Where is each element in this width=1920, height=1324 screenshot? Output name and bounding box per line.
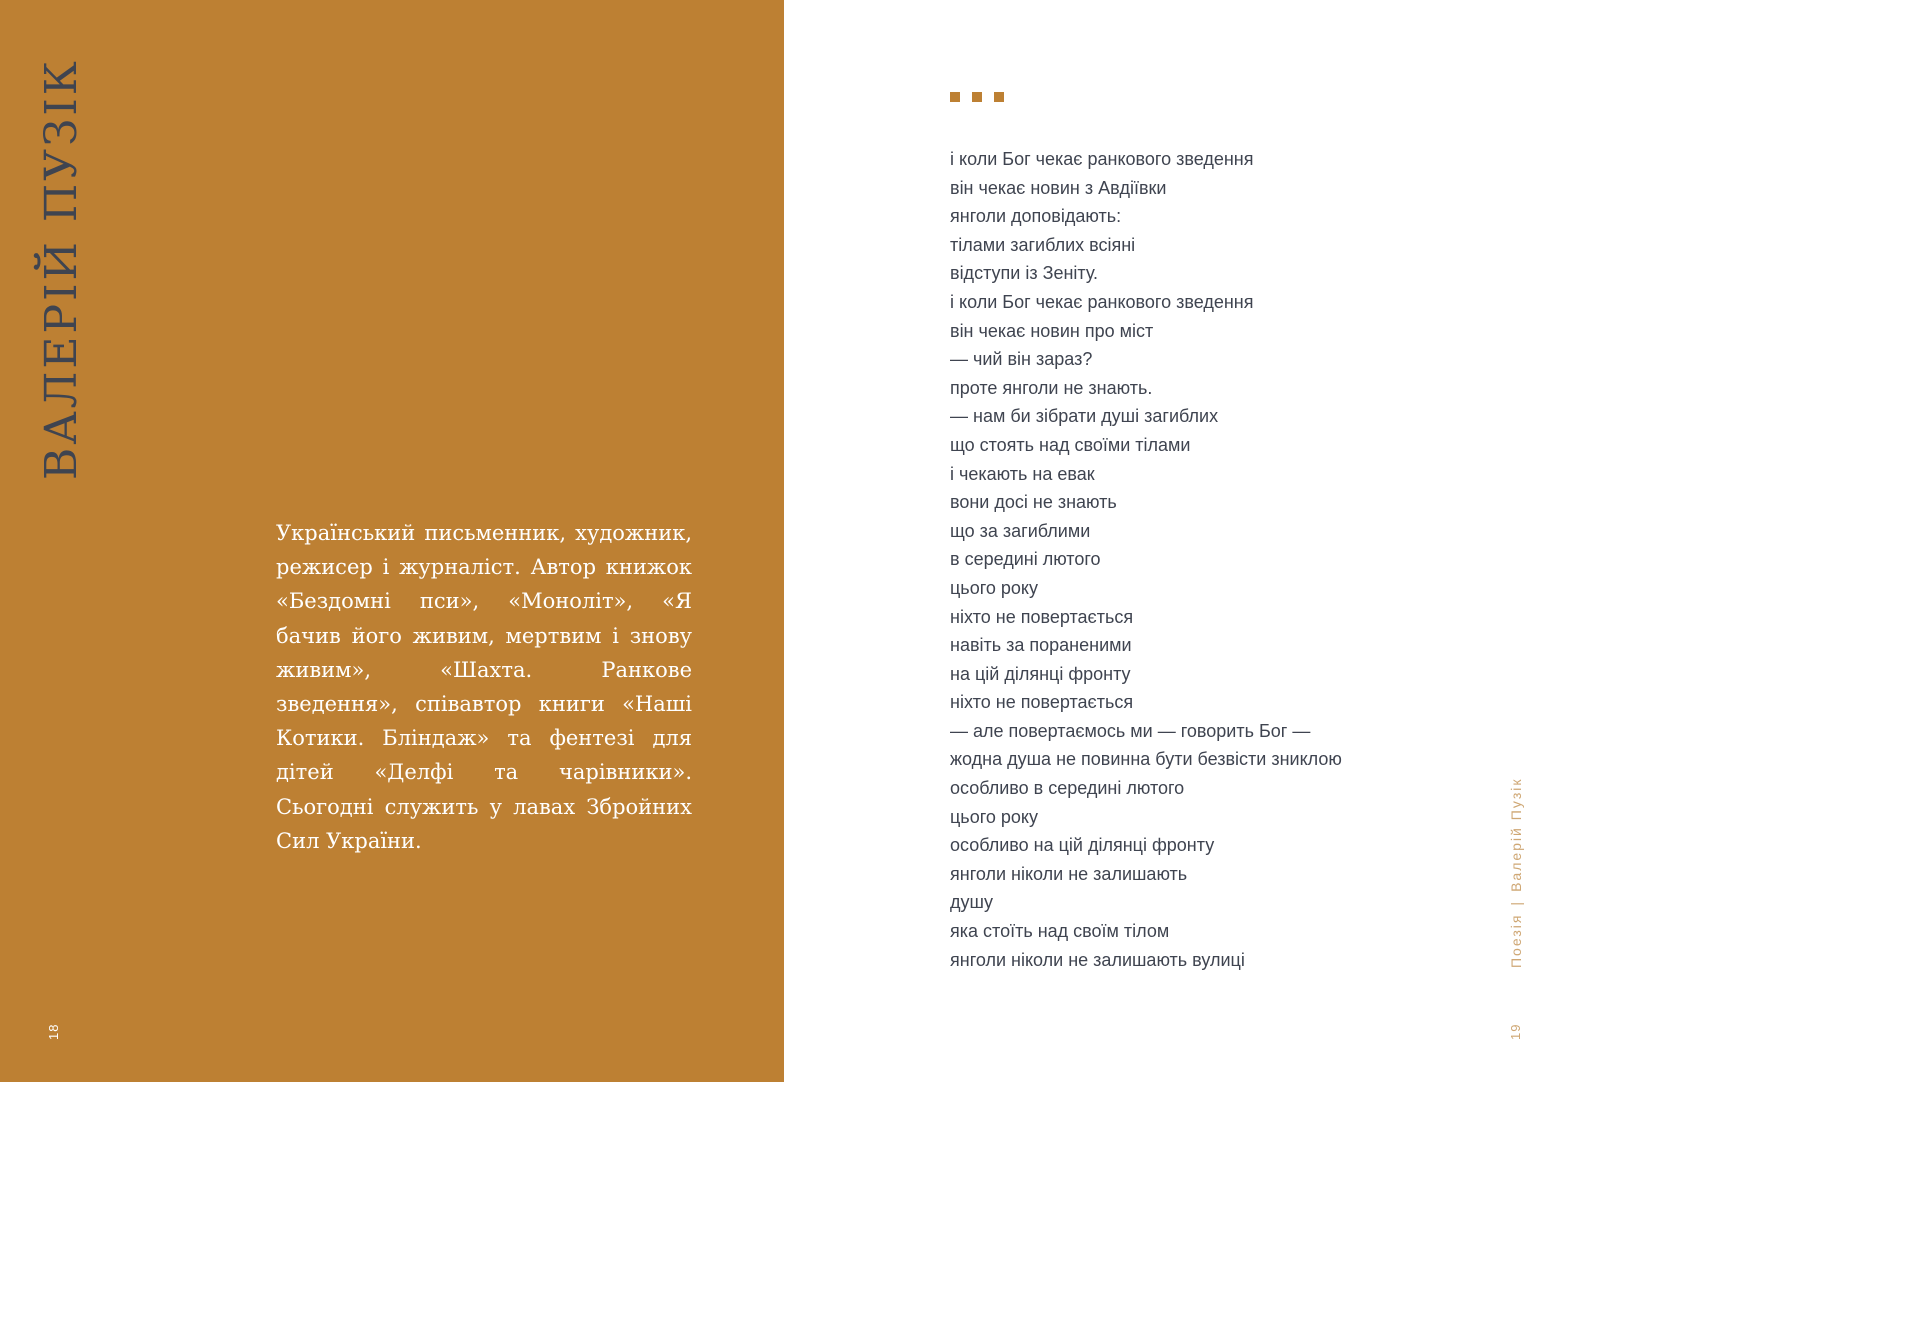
poem-line: яка стоїть над своїм тілом	[950, 921, 1170, 942]
poem-line: янголи ніколи не залишають	[950, 863, 1188, 884]
poem-line: що за загиблими	[950, 520, 1091, 541]
poem-line: душу	[950, 892, 993, 913]
poem-line: і коли Бог чекає ранкового зведення	[950, 291, 1254, 312]
ornament-dots	[950, 92, 1004, 102]
ornament-dot	[994, 92, 1004, 102]
poem-line: цього року	[950, 806, 1038, 827]
poem-line: тілами загиблих всіяні	[950, 234, 1136, 255]
ornament-dot	[972, 92, 982, 102]
page-number-left: 18	[46, 1023, 61, 1040]
running-head-author: Валерій Пузік	[1508, 777, 1524, 892]
author-name: ВАЛЕРІЙ ПУЗІК	[36, 58, 87, 480]
running-head	[1508, 778, 1524, 968]
ornament-dot	[950, 92, 960, 102]
poem-line: і чекають на евак	[950, 463, 1095, 484]
running-head-section: Поезія	[1508, 913, 1524, 968]
poem-line: — чий він зараз?	[950, 349, 1093, 370]
poem-line: що стоять над своїми тілами	[950, 434, 1191, 455]
poem-line: цього року	[950, 577, 1038, 598]
author-bio: Український письменник, художник, режисер і журналіст. Автор книжок «Бездомні пси», «Моноліт», «Я бачив його живим, мертвим і знову живим», «Шахта. Ранкове зведення», співавтор книги «Наші Котики. Бліндаж» та фентезі для дітей «Делфі та чарівники». Сьогодні служить у лавах Збройних Сил України.	[276, 521, 692, 853]
poem-line: — нам би зібрати душі загиблих	[950, 406, 1219, 427]
left-page	[0, 0, 784, 1082]
poem-line: особливо на цій ділянці фронту	[950, 835, 1215, 856]
poem-line: відступи із Зеніту.	[950, 263, 1099, 284]
poem-line: особливо в середині лютого	[950, 778, 1185, 799]
poem-line: проте янголи не знають.	[950, 377, 1153, 398]
poem-line: він чекає новин про міст	[950, 320, 1154, 341]
poem-line: ніхто не повертається	[950, 692, 1134, 713]
poem-line: янголи доповідають:	[950, 206, 1122, 227]
running-head-separator: |	[1508, 899, 1524, 906]
poem-line: навіть за пораненими	[950, 635, 1132, 656]
poem-text	[950, 145, 1342, 974]
poem-line: він чекає новин з Авдіївки	[950, 177, 1167, 198]
poem-line: в середині лютого	[950, 549, 1101, 570]
poem-line: вони досі не знають	[950, 492, 1117, 513]
page-number-right: 19	[1508, 1023, 1523, 1040]
poem-line: янголи ніколи не залишають вулиці	[950, 949, 1245, 970]
poem-line: жодна душа не повинна бути безвісти зниклою	[950, 749, 1342, 770]
poem-line: ніхто не повертається	[950, 606, 1134, 627]
poem-line: і коли Бог чекає ранкового зведення	[950, 149, 1254, 169]
poem-line: — але повертаємось ми — говорить Бог —	[950, 720, 1311, 741]
poem-line: на цій ділянці фронту	[950, 663, 1131, 684]
